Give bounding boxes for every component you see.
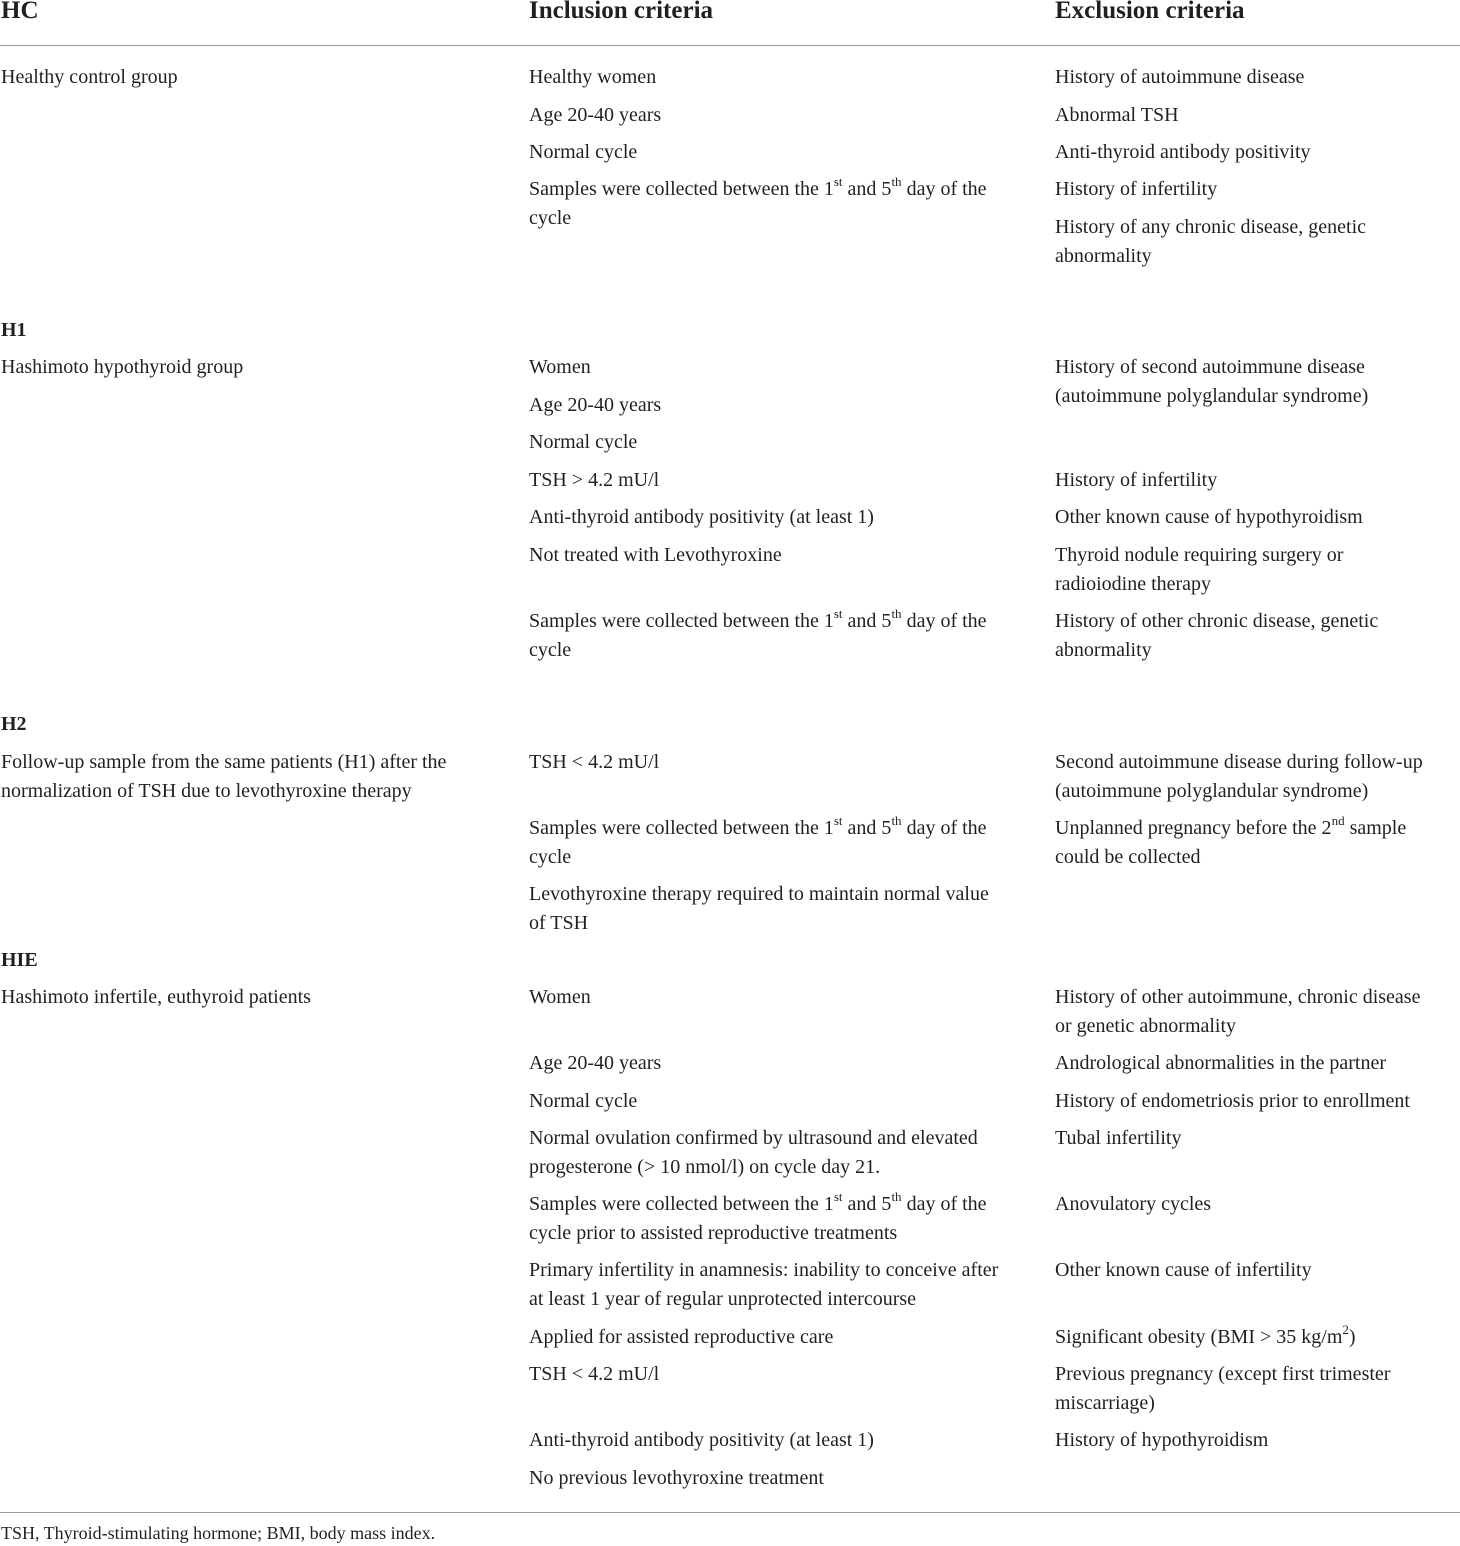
exclusion-item: Anovulatory cycles [1055,1193,1212,1215]
inclusion-item: Age 20-40 years [529,394,662,416]
exclusion-item: Tubal infertility [1055,1127,1182,1149]
inclusion-item: Anti-thyroid antibody positivity (at least 1) [529,506,874,528]
exclusion-item: Unplanned pregnancy before the 2nd sample could be collected [1055,813,1407,868]
header-hc: HC [1,0,39,24]
exclusion-item: Andrological abnormalities in the partner [1055,1052,1387,1074]
inclusion-item: TSH < 4.2 mU/l [529,1363,660,1385]
inclusion-item: Normal ovulation confirmed by ultrasound and elevated progesterone (> 10 nmol/l) on cycle day 21. [529,1127,978,1178]
exclusion-item: History of second autoimmune disease (autoimmune polyglandular syndrome) [1055,356,1369,407]
exclusion-item: Other known cause of infertility [1055,1259,1312,1281]
header-inclusion: Inclusion criteria [529,0,714,24]
exclusion-item: Thyroid nodule requiring surgery or radioiodine therapy [1055,544,1344,595]
exclusion-item: History of other autoimmune, chronic disease or genetic abnormality [1055,986,1421,1037]
inclusion-item: Levothyroxine therapy required to maintain normal value of TSH [529,883,989,934]
header-rule [0,45,1460,46]
inclusion-item: Samples were collected between the 1st and 5th day of the cycle [529,174,987,229]
section-label-hie: HIE [1,949,38,971]
inclusion-item: Women [529,356,591,378]
group-name: Healthy control group [1,66,178,88]
group-name: Hashimoto hypothyroid group [1,356,244,378]
inclusion-item: Anti-thyroid antibody positivity (at least 1) [529,1429,874,1451]
exclusion-item: Abnormal TSH [1055,104,1179,126]
group-name: Follow-up sample from the same patients (H1) after the normalization of TSH due to levothyroxine therapy [1,751,447,802]
table-footnote: TSH, Thyroid-stimulating hormone; BMI, body mass index. [1,1523,436,1543]
inclusion-item: Age 20-40 years [529,1052,662,1074]
inclusion-item: Samples were collected between the 1st and 5th day of the cycle [529,813,987,868]
exclusion-item: History of infertility [1055,469,1218,491]
exclusion-item: Previous pregnancy (except first trimester miscarriage) [1055,1363,1391,1414]
inclusion-item: TSH > 4.2 mU/l [529,469,660,491]
exclusion-item: History of infertility [1055,178,1218,200]
exclusion-item: History of other chronic disease, genetic abnormality [1055,610,1379,661]
exclusion-item: Anti-thyroid antibody positivity [1055,141,1311,163]
inclusion-item: Women [529,986,591,1008]
exclusion-item: Second autoimmune disease during follow-up (autoimmune polyglandular syndrome) [1055,751,1423,802]
inclusion-item: Samples were collected between the 1st and 5th day of the cycle prior to assisted reproductive treatments [529,1189,987,1244]
inclusion-item: No previous levothyroxine treatment [529,1467,824,1489]
inclusion-item: Normal cycle [529,431,638,453]
inclusion-item: Normal cycle [529,1090,638,1112]
inclusion-item: Healthy women [529,66,657,88]
exclusion-item: History of autoimmune disease [1055,66,1305,88]
inclusion-item: Not treated with Levothyroxine [529,544,782,566]
inclusion-item: Applied for assisted reproductive care [529,1326,834,1348]
inclusion-item: Normal cycle [529,141,638,163]
section-label-h2: H2 [1,713,27,735]
group-name: Hashimoto infertile, euthyroid patients [1,986,311,1008]
inclusion-item: Primary infertility in anamnesis: inability to conceive after at least 1 year of regular unprotected intercourse [529,1259,999,1310]
section-label-h1: H1 [1,319,27,341]
exclusion-item: History of any chronic disease, genetic abnormality [1055,216,1367,267]
exclusion-item: History of endometriosis prior to enrollment [1055,1090,1410,1112]
exclusion-item: History of hypothyroidism [1055,1429,1269,1451]
header-exclusion: Exclusion criteria [1055,0,1245,24]
inclusion-item: Age 20-40 years [529,104,662,126]
exclusion-item: Significant obesity (BMI > 35 $kg/m^2$) [1055,1322,1356,1348]
exclusion-item: Other known cause of hypothyroidism [1055,506,1363,528]
inclusion-item: TSH < 4.2 mU/l [529,751,660,773]
table-bottom-rule [0,1512,1460,1513]
inclusion-item: Samples were collected between the 1st and 5th day of the cycle [529,606,987,661]
